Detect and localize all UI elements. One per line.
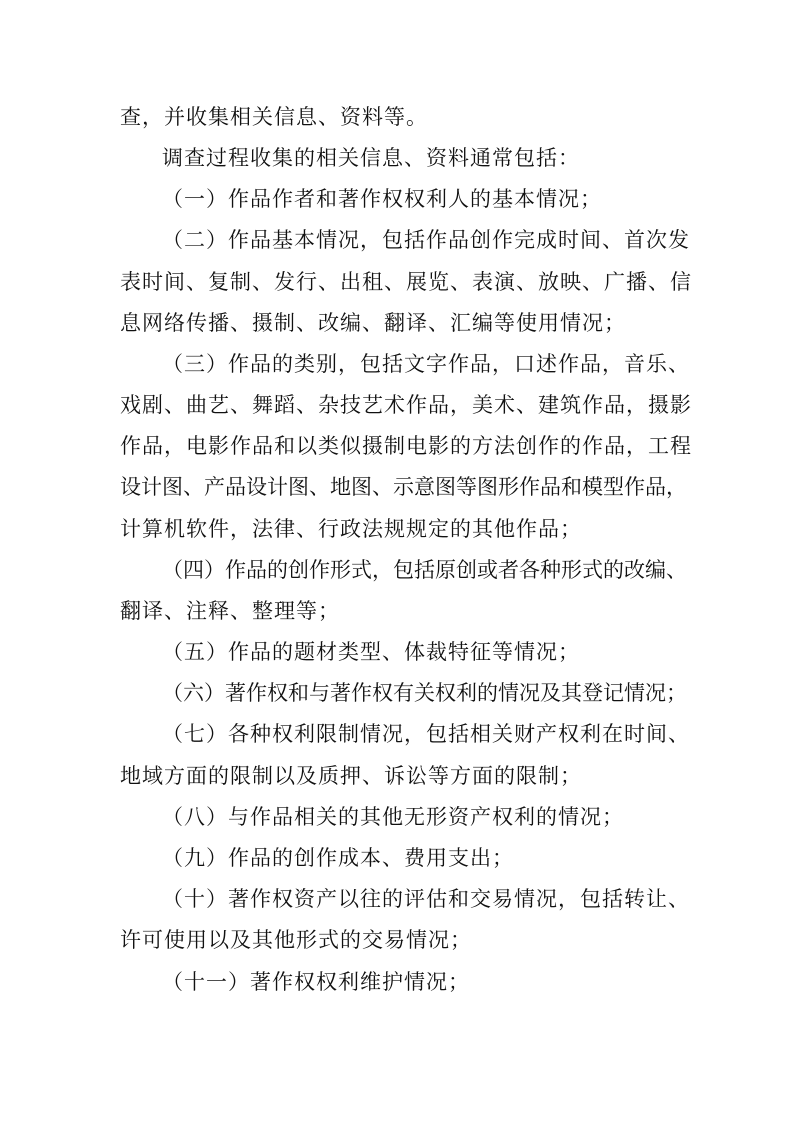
- list-item-6: （六）著作权和与著作权有关权利的情况及其登记情况；: [162, 681, 687, 705]
- list-item-10: （十）著作权资产以往的评估和交易情况，包括转让、: [162, 887, 690, 911]
- text-line: 设计图、产品设计图、地图、示意图等图形作品和模型作品，: [120, 475, 687, 499]
- list-item-4: （四）作品的创作形式，包括原创或者各种形式的改编、: [162, 558, 687, 582]
- text-line: 戏剧、曲艺、舞蹈、杂技艺术作品，美术、建筑作品，摄影: [120, 393, 692, 417]
- text-line: 息网络传播、摄制、改编、翻译、汇编等使用情况；: [120, 311, 626, 335]
- text-line: 查，并收集相关信息、资料等。: [120, 105, 428, 129]
- list-item-3: （三）作品的类别，包括文字作品，口述作品，音乐、: [162, 352, 690, 376]
- text-line: 调查过程收集的相关信息、资料通常包括：: [162, 146, 580, 170]
- list-item-11: （十一）著作权权利维护情况；: [162, 970, 470, 994]
- text-line: 作品，电影作品和以类似摄制电影的方法创作的作品，工程: [120, 434, 692, 458]
- text-line: 地域方面的限制以及质押、诉讼等方面的限制；: [120, 764, 582, 788]
- list-item-7: （七）各种权利限制情况，包括相关财产权利在时间、: [162, 722, 690, 746]
- list-item-5: （五）作品的题材类型、体裁特征等情况；: [162, 640, 580, 664]
- list-item-9: （九）作品的创作成本、费用支出；: [162, 846, 514, 870]
- text-line: 计算机软件，法律、行政法规规定的其他作品；: [120, 517, 582, 541]
- text-line: 翻译、注释、整理等；: [120, 599, 340, 623]
- text-line: 许可使用以及其他形式的交易情况；: [120, 928, 472, 952]
- text-line: 表时间、复制、发行、出租、展览、表演、放映、广播、信: [120, 270, 692, 294]
- list-item-8: （八）与作品相关的其他无形资产权利的情况；: [162, 805, 624, 829]
- list-item-1: （一）作品作者和著作权权利人的基本情况；: [162, 187, 602, 211]
- list-item-2: （二）作品基本情况，包括作品创作完成时间、首次发: [162, 228, 690, 252]
